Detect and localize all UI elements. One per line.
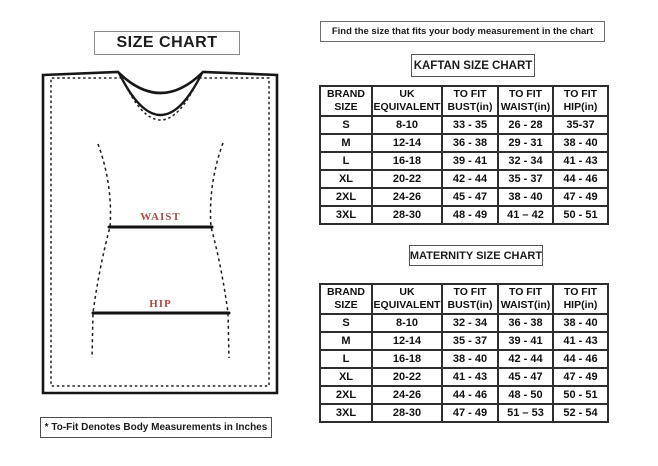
hip-label: HIP xyxy=(149,298,172,310)
table-cell: 35-37 xyxy=(553,116,608,134)
body-silhouette-right xyxy=(211,143,230,358)
column-header-bust xyxy=(442,86,498,116)
column-header-uk-equivalent xyxy=(372,86,442,116)
column-header-hip xyxy=(553,86,608,116)
column-header-brand-size xyxy=(320,86,372,116)
table-cell: 3XL xyxy=(320,206,372,224)
header-line: TO FIT xyxy=(508,286,543,298)
table-cell: 44 - 46 xyxy=(442,386,498,404)
header-line: EQUIVALENT xyxy=(373,299,441,311)
kaftan-chart-title-text: KAFTAN SIZE CHART xyxy=(413,59,533,72)
table-cell: 35 - 37 xyxy=(442,332,498,350)
table-cell: 12-14 xyxy=(372,134,442,152)
table-cell: 45 - 47 xyxy=(498,368,553,386)
table-cell: 38 - 40 xyxy=(553,134,608,152)
table-cell: 52 - 54 xyxy=(553,404,608,422)
table-cell: 50 - 51 xyxy=(553,206,608,224)
column-header-hip xyxy=(553,284,608,314)
header-line: TO FIT xyxy=(563,88,598,100)
table-cell: 36 - 38 xyxy=(442,134,498,152)
table-cell: 36 - 38 xyxy=(498,314,553,332)
table-cell: 41 – 42 xyxy=(498,206,553,224)
table-cell: 47 - 49 xyxy=(553,188,608,206)
table-cell: 42 - 44 xyxy=(498,350,553,368)
column-header-uk-equivalent xyxy=(372,284,442,314)
table-row xyxy=(320,368,608,386)
table-cell: XL xyxy=(320,170,372,188)
kaftan-chart-title xyxy=(411,54,535,77)
instruction-text: Find the size that fits your body measurement in the chart xyxy=(331,26,594,37)
table-cell: 44 - 46 xyxy=(553,350,608,368)
table-cell: 39 - 41 xyxy=(498,332,553,350)
header-line: HIP(in) xyxy=(563,299,598,311)
table-row xyxy=(320,404,608,422)
table-row xyxy=(320,350,608,368)
maternity-chart-title xyxy=(409,245,543,266)
table-row xyxy=(320,134,608,152)
table-cell: 16-18 xyxy=(372,152,442,170)
table-cell: M xyxy=(320,332,372,350)
table-cell: 16-18 xyxy=(372,350,442,368)
header-line: BUST(in) xyxy=(447,101,493,113)
table-cell: 50 - 51 xyxy=(553,386,608,404)
table-cell: 3XL xyxy=(320,404,372,422)
maternity-size-table xyxy=(319,283,609,423)
table-cell: 8-10 xyxy=(372,314,442,332)
table-cell: 38 - 40 xyxy=(553,314,608,332)
table-cell: 47 - 49 xyxy=(442,404,498,422)
table-cell: 41 - 43 xyxy=(442,368,498,386)
table-cell: 28-30 xyxy=(372,404,442,422)
maternity-chart-title-text: MATERNITY SIZE CHART xyxy=(409,249,543,262)
table-row xyxy=(320,386,608,404)
header-line: TO FIT xyxy=(508,88,543,100)
table-cell: M xyxy=(320,134,372,152)
table-cell: 48 - 50 xyxy=(498,386,553,404)
page-title-text: SIZE CHART xyxy=(116,34,218,51)
page-title xyxy=(94,31,240,55)
table-cell: 2XL xyxy=(320,386,372,404)
kaftan-size-table xyxy=(319,85,609,225)
stitch-outline xyxy=(51,78,269,386)
column-header-waist xyxy=(498,284,553,314)
table-row xyxy=(320,116,608,134)
table-header-row xyxy=(320,86,608,116)
table-cell: 48 - 49 xyxy=(442,206,498,224)
header-line: TO FIT xyxy=(453,286,487,298)
instruction-banner xyxy=(320,21,605,42)
table-cell: 20-22 xyxy=(372,170,442,188)
header-line: TO FIT xyxy=(453,88,487,100)
waist-label: WAIST xyxy=(140,211,181,223)
column-header-bust xyxy=(442,284,498,314)
table-cell: 32 - 34 xyxy=(498,152,553,170)
table-cell: 12-14 xyxy=(372,332,442,350)
header-line: UK xyxy=(399,286,415,298)
table-cell: L xyxy=(320,152,372,170)
table-cell: XL xyxy=(320,368,372,386)
table-cell: 2XL xyxy=(320,188,372,206)
header-line: BRAND xyxy=(327,286,365,298)
header-line: BRAND xyxy=(327,88,365,100)
footnote xyxy=(40,417,272,438)
table-cell: 39 - 41 xyxy=(442,152,498,170)
column-header-brand-size xyxy=(320,284,372,314)
table-cell: 28-30 xyxy=(372,206,442,224)
table-cell: 35 - 37 xyxy=(498,170,553,188)
table-row xyxy=(320,314,608,332)
table-cell: S xyxy=(320,314,372,332)
table-cell: L xyxy=(320,350,372,368)
table-cell: 20-22 xyxy=(372,368,442,386)
table-cell: 24-26 xyxy=(372,188,442,206)
table-cell: 47 - 49 xyxy=(553,368,608,386)
table-cell: 38 - 40 xyxy=(442,350,498,368)
header-line: WAIST(in) xyxy=(500,101,551,113)
footnote-text: * To-Fit Denotes Body Measurements in Inches xyxy=(44,422,268,433)
table-cell: 8-10 xyxy=(372,116,442,134)
header-line: EQUIVALENT xyxy=(373,101,441,113)
table-cell: S xyxy=(320,116,372,134)
table-cell: 29 - 31 xyxy=(498,134,553,152)
table-cell: 41 - 43 xyxy=(553,152,608,170)
table-cell: 33 - 35 xyxy=(442,116,498,134)
header-line: SIZE xyxy=(334,299,358,311)
table-cell: 44 - 46 xyxy=(553,170,608,188)
header-line: HIP(in) xyxy=(563,101,598,113)
header-line: UK xyxy=(399,88,415,100)
header-line: BUST(in) xyxy=(447,299,493,311)
table-cell: 26 - 28 xyxy=(498,116,553,134)
table-cell: 42 - 44 xyxy=(442,170,498,188)
table-row xyxy=(320,332,608,350)
body-silhouette-left xyxy=(92,144,111,358)
table-row xyxy=(320,170,608,188)
kaftan-garment-drawing xyxy=(35,63,285,403)
header-line: TO FIT xyxy=(563,286,598,298)
table-cell: 51 – 53 xyxy=(498,404,553,422)
table-header-row xyxy=(320,284,608,314)
header-line: SIZE xyxy=(334,101,358,113)
table-row xyxy=(320,188,608,206)
column-header-waist xyxy=(498,86,553,116)
table-cell: 45 - 47 xyxy=(442,188,498,206)
header-line: WAIST(in) xyxy=(500,299,551,311)
table-row xyxy=(320,152,608,170)
table-cell: 32 - 34 xyxy=(442,314,498,332)
table-cell: 24-26 xyxy=(372,386,442,404)
table-cell: 38 - 40 xyxy=(498,188,553,206)
table-cell: 41 - 43 xyxy=(553,332,608,350)
table-row xyxy=(320,206,608,224)
